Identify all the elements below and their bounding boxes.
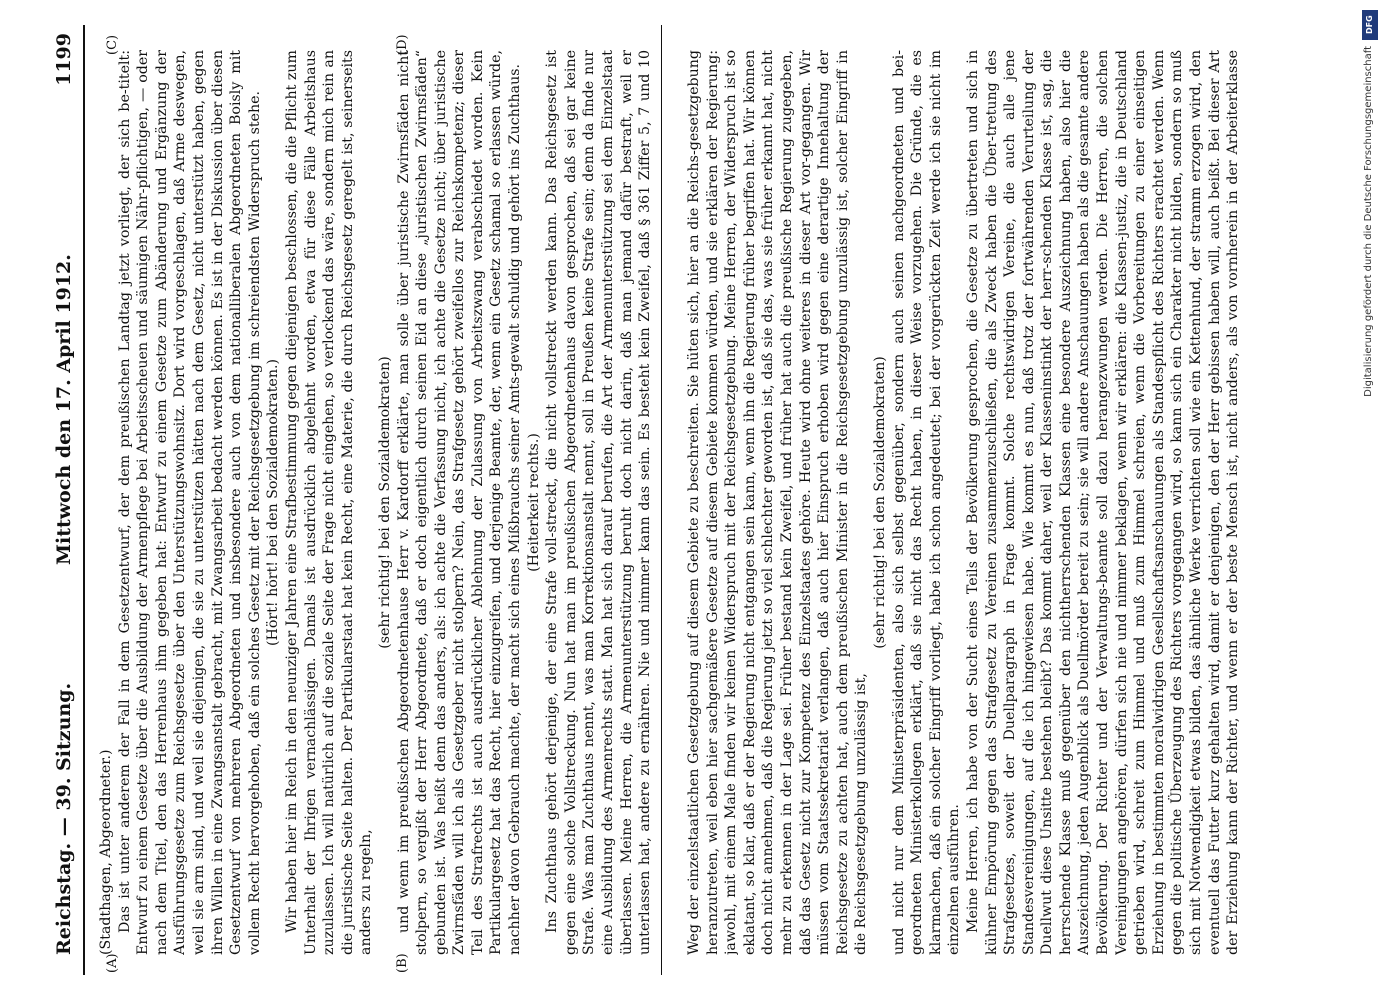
column-divider — [661, 25, 662, 975]
paragraph: und wenn im preußischen Abgeordnetenhause Herr v. Kardorff erklärte, man solle über juristische Zwirnsfäden nicht stolpern, so vergißt der Herr Abgeordnete, daß er doch eigentlich durch seinen Eid an diese „juristischen Zwirnsfäden“ gebunden ist. Was heißt denn das anders, als: ich achte die Verfassung nicht, ich achte die Gesetze nicht; über juristische Zwirnsfäden will ich als Gesetzgeber nicht stolpern? Nein, das Strafgesetz gehört zweifellos zur Reichskompetenz; dieser Teil des Strafrechts ist auch ausdrücklicher Ablehnung der Zulassung von Arbeitszwang verabschiedet worden. Kein Partikulargesetz hat das Recht, hier einzugreifen, und derjenige Beamte, der, wenn ein Gesetz schamal so erlassen würde, nachher davon Gebrauch machte, der macht sich eines Mißbrauchs seiner Amts-gewalt schuldig und gehört ins Zuchthaus. — [395, 50, 524, 955]
paragraph: Wir haben hier im Reich in den neunziger Jahren eine Strafbestimmung gegen diejenigen beschlossen, die die Pflicht zum Unterhalt der Ihrigen vernachlässigen. Damals ist ausdrücklich abgelehnt worden, etwa für diese Fälle Arbeitshaus zuzulassen. Ich will natürlich auf die soziale Seite der Frage nicht eingehen, so verlockend das wäre, sondern mich rein an die juristische Seite halten. Der Partikularstaat hat kein Recht, eine Materie, die durch Reichsgesetz geregelt ist, seinerseits anders zu regeln, — [283, 50, 375, 955]
header-left-title: Reichstag. — 39. Sitzung. — [53, 682, 75, 955]
page-header — [45, 25, 85, 975]
left-column — [97, 50, 657, 955]
interjection: (Heiterkeit rechts.) — [525, 433, 542, 572]
digitization-notice — [1359, 6, 1381, 996]
paragraph: Weg der einzelstaatlichen Gesetzgebung auf diesem Gebiete zu beschreiten. Sie hüten sich, hier an die Reichs-gesetzgebung heranzutreten, weil eben hier sachgemäßere Gesetze auf diesem Gebiete kommen würden, und sie erklären der Regierung: jawohl, mit einem Male finden wir keinen Widerspruch mit der Reichsgesetzgebung. Meine Herren, der Widerspruch ist so eklatant, so klar, daß er der Regierung nicht entgangen sein kann, wenn ihn die Regierung früher begriffen hat. Wir können doch nicht annehmen, daß die Regierung jetzt so viel schlechter geworden ist, daß sie das, was sie früher erkannt hat, nicht mehr zu erkennen in der Lage sei. Früher bestand kein Zweifel, und früher hat auch die preußische Regierung zugegeben, daß das Gesetz nicht zur Kompetenz des Einzelstaates gehöre. Heute wird ohne weiteres in dieser Art vor-gegangen. Wir müssen vom Staatssekretariat verlangen, daß auch hier Einspruch erhoben wird gegen eine derartige Innehaltung der Reichsgesetze zu achten hat, auch dem preußischen Minister in die Reichsgesetzgebung unzulässig ist, solcher Eingriff in die Reichsgesetzgebung unzulässig ist, — [686, 50, 870, 955]
paragraph: Ins Zuchthaus gehört derjenige, der eine Strafe voll-streckt, die nicht vollstreckt werden kann. Das Reichsgesetz ist gegen eine solche Vollstreckung. Nun hat man im preußischen Abgeordnetenhaus davon gesprochen, daß sei gar keine Strafe. Was man Zuchthaus nennt, was man Korrektionsanstalt nennt, soll in Preußen keine Strafe sein; denn da finde nur eine Ausbildung des Armenrechts statt. Man hat sich darauf berufen, die Art der Armenunterstützung sei dem Einzelstaat überlassen. Meine Herren, die Armenunterstützung beruht doch nicht darin, daß man jemand dafür bestraft, weil er unterlassen hat, andere zu ernähren. Nie und nimmer kann das sein. Es besteht kein Zweifel, daß § 361 Ziffer 5, 7 und 10 — [544, 50, 654, 955]
header-date: Mittwoch den 17. April 1912. — [53, 254, 75, 565]
header-rule — [83, 25, 85, 975]
margin-mark-c: (C) — [105, 34, 120, 55]
interjection: (Hört! hört! bei den Sozialdemokraten.) — [265, 358, 282, 647]
dfg-logo-icon: DFG — [1362, 10, 1378, 40]
page-number: 1199 — [53, 33, 75, 86]
paragraph: Meine Herren, ich habe von der Sucht eines Teils der Bevölkerung gesprochen, die Gesetze zu übertreten und sich in kühner Empörung gegen das Strafgesetz zu Vereinen zusammenzuschließen, die als Zweck haben die Über-tretung des Strafgesetzes, soweit der Duellparagraph in Frage kommt. Solche rechtswidrigen Vereine, die auch alle jene Standesvereinigungen, auf die ich hingewiesen habe. Wie kommt es nun, daß trotz der fortwährenden Verurteilung der Duellwut diese Unsitte bestehen bleibt? Das kommt daher, weil der Klasseninstinkt der herr-schenden Klasse ist, sag, die herrschende Klasse muß gegenüber den nichtherrschenden Klassen eine besondere Auszeichnung haben, also hier die Auszeichnung, jeden Augenblick als Duellmörder bereit zu sein; sie will andere Anschauungen haben als die gesamte andere Bevölkerung. Der Richter und der Verwaltungs-beamte soll dazu herangezwungen werden. Die Herren, die solchen Vereinigungen angehören, dürfen sich nie und nimmer beklagen, wenn wir erklären: die Klassen-justiz, die in Deutschland getrieben wird, schreit zum Himmel und muß zum Himmel schreien, wenn die Vorbereitungen zu einer einseitigen Erziehung in bestimmten moralwidrigen Gesellschaftsanschauungen als Standespflicht des Richters erachtet werden. Wenn gegen die politische Überzeugung des Richters vorgegangen wird, so kann sich ein Charakter nicht bilden, sondern so muß sich mit Notwendigkeit etwas bilden, das ähnliche Werke verrichten soll wie ein Kettenhund, der stramm erzogen wird, den eventuell das Futter kurz gehalten wird, damit er denjenigen, den der Herr gebissen haben will, auch beißt. Bei dieser Art der Erziehung kann der Richter, und wenn er der beste Mensch ist, nicht anders, als von vornherein in der Arbeiterklasse — [964, 50, 1242, 955]
digitization-credit: Digitalisierung gefördert durch die Deutsche Forschungsgemeinschaft — [1363, 46, 1374, 397]
paragraph: und nicht nur dem Ministerpräsidenten, also sich selbst gegenüber, sondern auch seinen nachgeordneten und bei-geordneten Ministerkollegen erklärt, daß sie nicht das Recht haben, in dieser Weise vorzugehen. Die Gründe, die es klarmachen, daß ein solcher Eingriff vorliegt, habe ich schon angedeutet; bei der vorgerückten Zeit werde ich sie nicht im einzelnen ausführen. — [890, 50, 963, 955]
paragraph: Das ist unter anderem der Fall in dem Gesetzentwurf, der dem preußischen Landtag jetzt vorliegt, der sich be-titelt: Entwurf zu einem Gesetze über die Ausbildung der Armenpflege bei Arbeitsscheuen und säumigen Nähr-pflichtigen, — oder nach dem Titel, den das Herrenhaus ihm gegeben hat: Entwurf zu einem Gesetze zum Abänderung und Ergänzung der Ausführungsgesetze zum Reichsgesetze über den Unterstützungswohnsitz. Dort wird vorgeschlagen, daß Arme deswegen, weil sie arm sind, und weil sie diejenigen, die sie zu unterstützen hätten nach dem Gesetz, nicht unterstützt haben, gegen ihren Willen in eine Zwangsanstalt gebracht, mit Zwangsarbeit bedacht werden können. Es ist in der Diskussion über diesen Gesetzentwurf von mehreren Abgeordneten und insbesondere auch von dem nationalliberalen Abgeordneten Boisly mit vollem Recht hervorgehoben, daß ein solches Gesetz mit der Reichsgesetzgebung im schreiendsten Widerspruch stehe. — [116, 50, 263, 955]
interjection: (sehr richtig! bei den Sozialdemokraten) — [376, 356, 393, 649]
interjection: (sehr richtig! bei den Sozialdemokraten) — [871, 356, 888, 649]
margin-mark-a: (A) — [105, 953, 120, 973]
right-column — [685, 50, 1245, 955]
speaker-line: (Stadthagen, Abgeordneter.) — [98, 749, 114, 955]
margin-mark-d: (D) — [395, 34, 410, 55]
margin-mark-b: (B) — [395, 953, 410, 973]
rotated-newspaper-page — [45, 25, 1345, 975]
